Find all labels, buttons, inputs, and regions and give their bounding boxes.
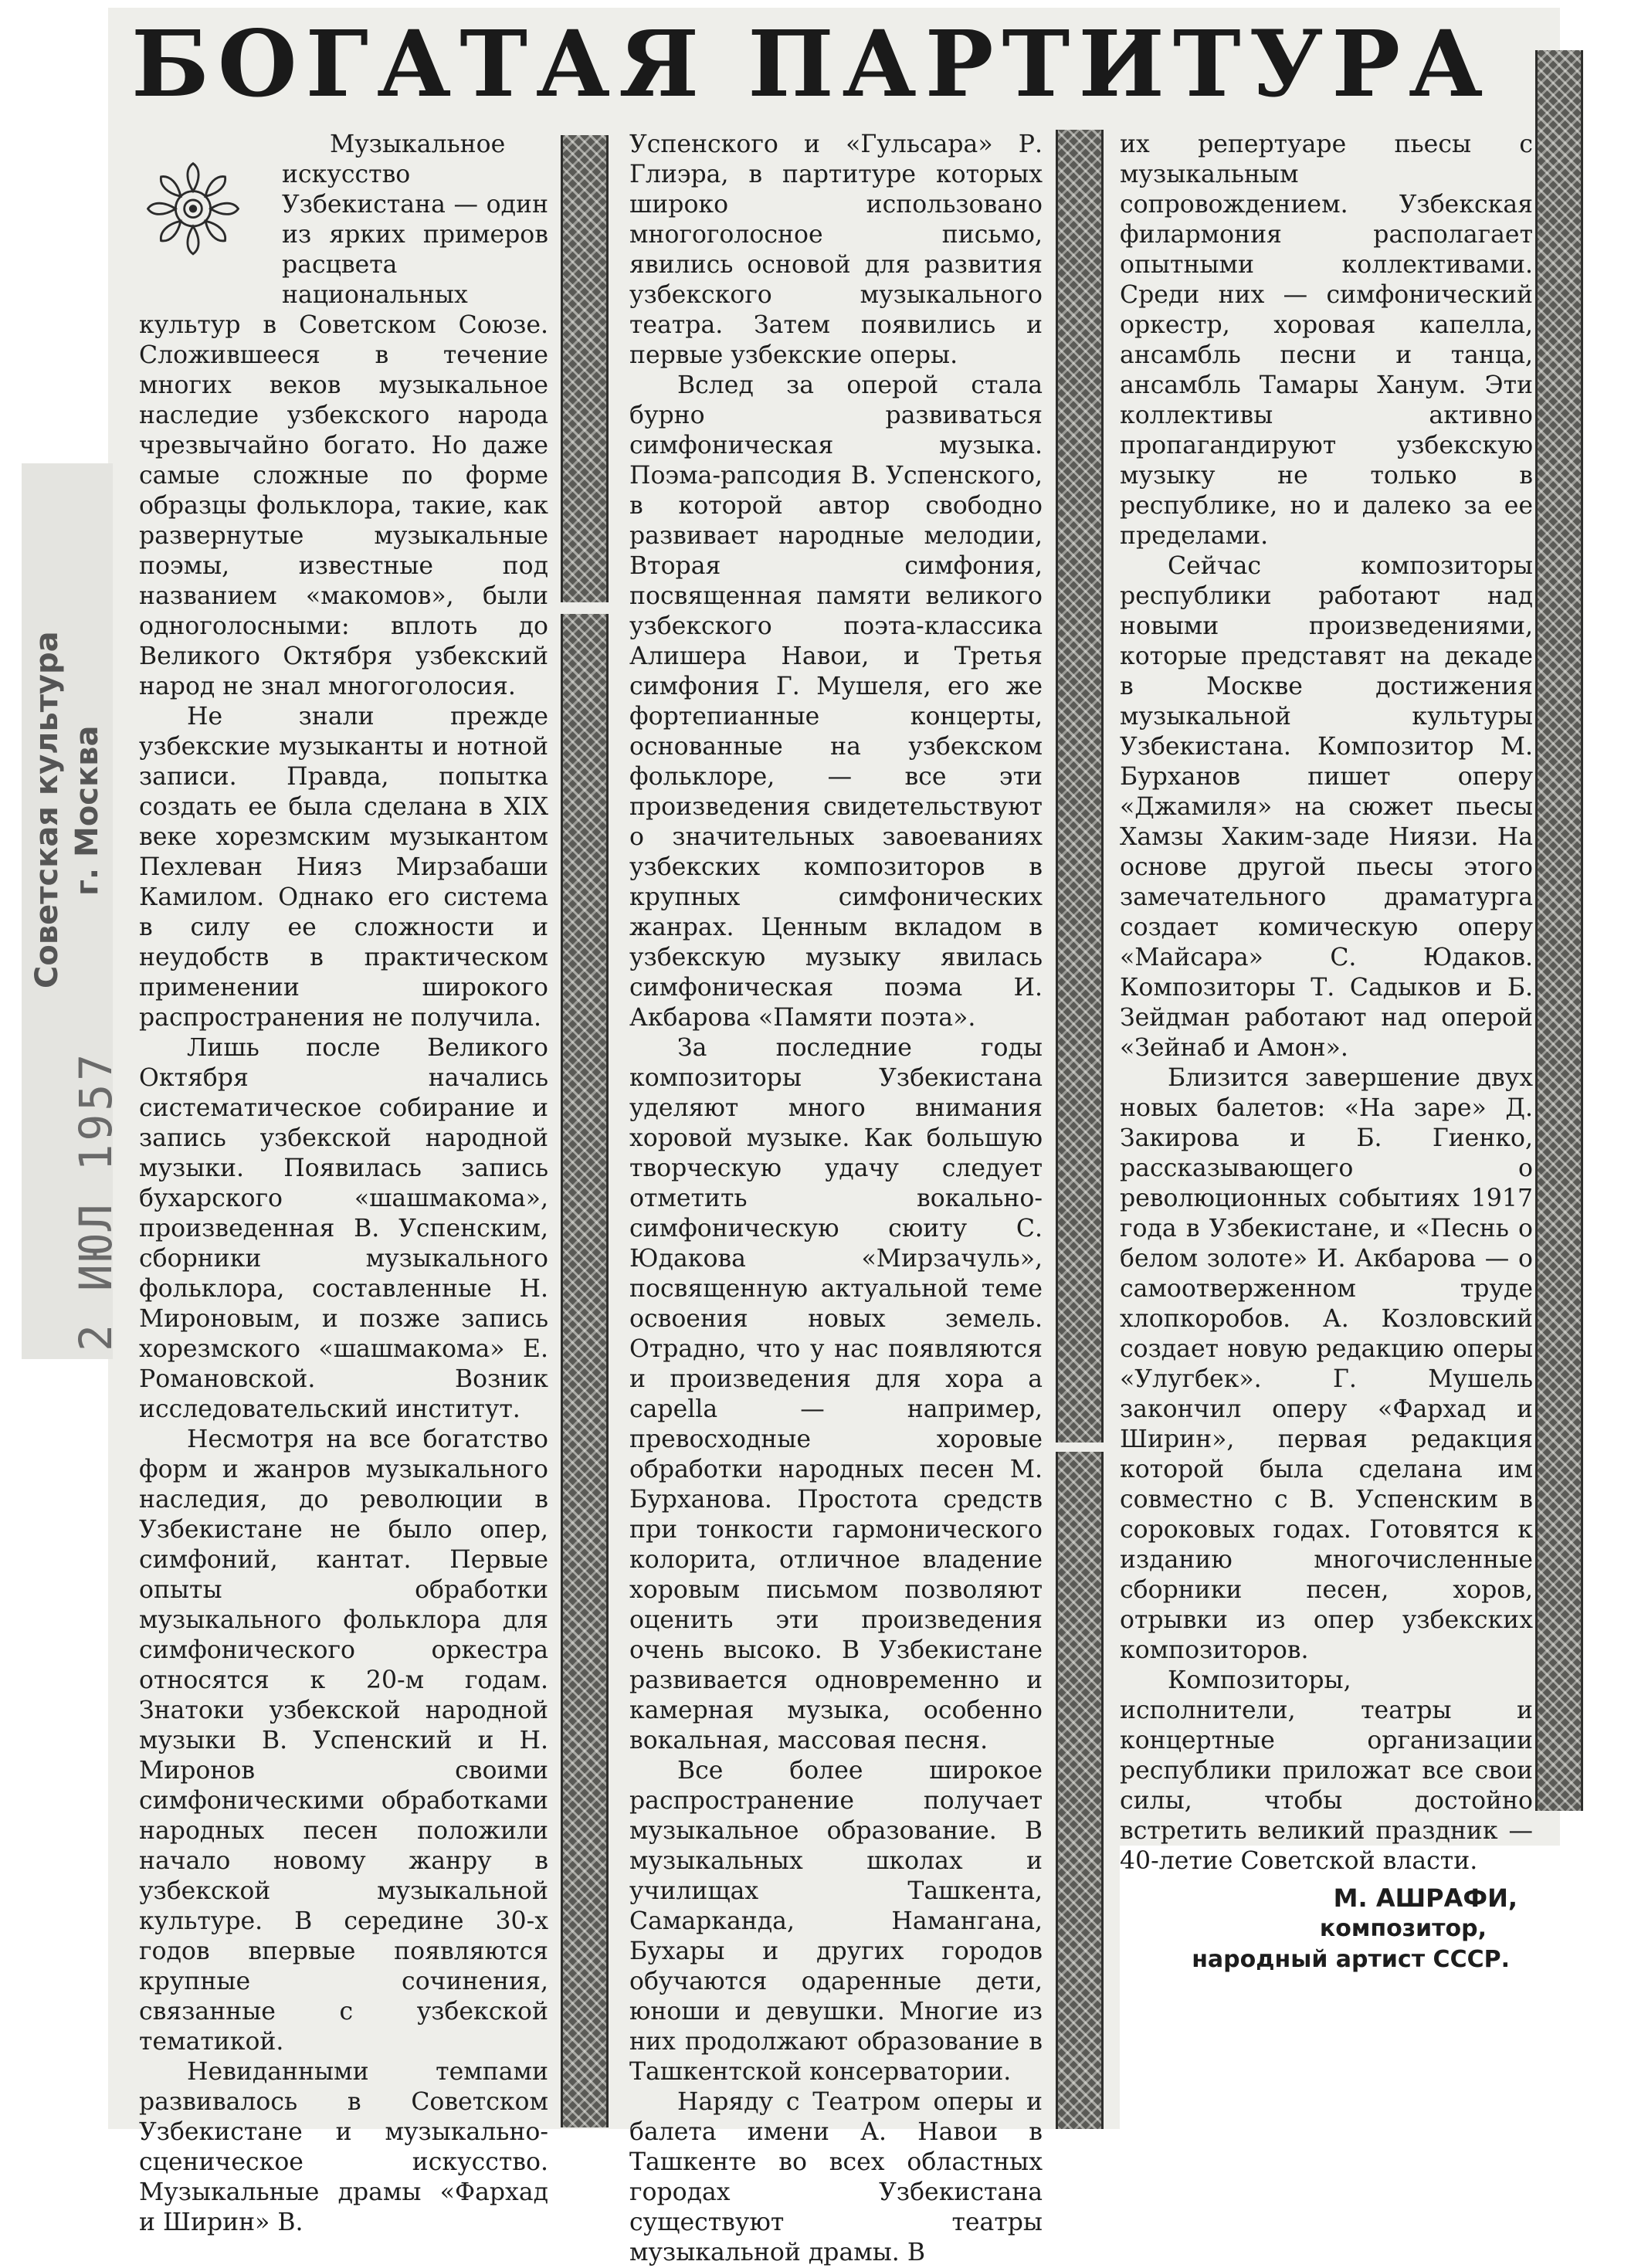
headline: БОГАТАЯ ПАРТИТУРА (131, 10, 1492, 117)
paragraph: Все более широкое распространение получает музыкальное образование. В музыкальных школах и училищах Ташкента, Самарканда, Намангана, Бухары и других городов обучаются одаренные дети, юноши и девушки. Многие из них продолжают образование в Ташкентской консерватории. (629, 1757, 1043, 2086)
paragraph: Не знали прежде узбекские музыканты и нотной записи. Правда, попытка создать ее была сделана в XIX веке хорезмским музыкантом Пехлеван Нияз Мирзабаши Камилом. Однако его система в силу ее сложности и неудобств в практическом применении широкого распространения не получила. (139, 703, 548, 1032)
paragraph: Вслед за оперой стала бурно развиваться симфоническая музыка. Поэма-рапсодия В. Успенского, в которой автор свободно развивает народные мелодии, Вторая симфония, посвященная памяти великого узбекского поэта-классика Алишера Навои, и Третья симфония Г. Мушеля, его же фортепианные концерты, основанные на узбекском фольклоре, — все эти произведения свидетельствуют о значительных завоеваниях узбекских композиторов в крупных симфонических жанрах. Ценным вкладом в узбекскую музыку явилась симфоническая поэма И. Акбарова «Памяти поэта». (629, 371, 1043, 1032)
ornamental-divider (1056, 1452, 1104, 2129)
article-column-3 (1120, 130, 1533, 1973)
article-column-1 (139, 130, 548, 2236)
paragraph: Невиданными темпами развивалось в Советском Узбекистане и музыкально-сценическое искусство. Музыкальные драмы «Фархад и Ширин» В. (139, 2058, 548, 2236)
paragraph: Лишь после Великого Октября начались систематическое собирание и запись узбекской народной музыки. Появилась запись бухарского «шашмакома», произведенная В. Успенским, сборники музыкального фольклора, составленные Н. Мироновым, и позже запись хорезмского «шашмакома» Е. Романовской. Возник исследовательский институт. (139, 1034, 548, 1423)
paragraph: Несмотря на все богатство форм и жанров музыкального наследия, до революции в Узбекистане не было опер, симфоний, кантат. Первые опыты обработки музыкального фольклора для симфонического оркестра относятся к 20-м годам. Знатоки узбекской народной музыки В. Успенский и Н. Миронов своими симфоническими обработками народных песен положили начало новому жанру в узбекской музыкальной культуре. В середине 30-х годов впервые появляются крупные сочинения, связанные с узбекской тематикой. (139, 1426, 548, 2056)
author-role: композитор, (1319, 1915, 1487, 1942)
date-stamp: 2 ИЮЛ 1957 (70, 1050, 122, 1351)
paragraph: Наряду с Театром оперы и балета имени А. Навои в Ташкенте во всех областных городах Узбекистана существуют театры музыкальной драмы. В (629, 2088, 1043, 2266)
author-name: М. АШРАФИ, (1333, 1883, 1517, 1913)
ornamental-divider (561, 614, 609, 2127)
paragraph: Успенского и «Гульсара» Р. Глиэра, в партитуре которых широко использовано многоголосное письмо, явились основой для развития узбекского музыкального театра. Затем появились и первые узбекские оперы. (629, 131, 1043, 369)
author-signature (1120, 1883, 1533, 1975)
paragraph: За последние годы композиторы Узбекистана уделяют много внимания хоровой музыке. Как большую творческую удачу следует отметить вокально-симфоническую сюиту С. Юдакова «Мирзачуль», посвященную актуальной теме освоения новых земель. Отрадно, что у нас появляются и произведения для хора a capella — например, превосходные хоровые обработки народных песен М. Бурханова. Простота средств при тонкости гармонического колорита, отличное владение хоровым письмом позволяют оценить эти произведения очень высоко. В Узбекистане развивается одновременно и камерная музыка, особенно вокальная, массовая песня. (629, 1034, 1043, 1754)
paragraph: Сейчас композиторы республики работают над новыми произведениями, которые представят на декаде в Москве достижения музыкальной культуры Узбекистана. Композитор М. Бурханов пишет оперу «Джамиля» на сюжет пьесы Хамзы Хаким-заде Ниязи. На основе другой пьесы этого замечательного драматурга создает комическую оперу «Майсара» С. Юдаков. Композиторы Т. Садыков и Б. Зейдман работают над оперой «Зейнаб и Амон». (1120, 552, 1533, 1062)
paragraph: Композиторы, исполнители, театры и концертные организации республики приложат все свои силы, чтобы достойно встретить великий праздник — 40-летие Советской власти. (1120, 1666, 1533, 1875)
source-stamp-city: г. Москва (70, 725, 105, 896)
article-column-2 (629, 130, 1043, 2266)
paragraph: Близится завершение двух новых балетов: «На заре» Д. Закирова и Б. Гиенко, рассказывающего о революционных событиях 1917 года в Узбекистане, и «Песнь о белом золоте» И. Акбарова — о самоотверженном труде хлопкоробов. А. Козловский создает новую редакцию оперы «Улугбек». Г. Мушель закончил оперу «Фархад и Ширин», первая редакция которой была сделана им совместно с В. Успенским в сороковых годах. Готовятся к изданию многочисленные сборники песен, хоров, отрывки из опер узбекских композиторов. (1120, 1064, 1533, 1664)
ornamental-divider (561, 135, 609, 602)
author-title: народный артист СССР. (1192, 1946, 1510, 1973)
paragraph: их репертуаре пьесы с музыкальным сопровождением. Узбекская филармония располагает опытными коллективами. Среди них — симфонический оркестр, хоровая капелла, ансамбль песни и танца, ансамбль Тамары Ханум. Эти коллективы активно пропагандируют узбекскую музыку не только в республике, но и далеко за ее пределами. (1120, 131, 1533, 550)
ornamental-divider (1056, 130, 1104, 1443)
ornamental-divider (1535, 50, 1583, 1811)
paragraph: Музыкальное искусство Узбекистана — один из ярких примеров расцвета национальных культур в Советском Союзе. Сложившееся в течение многих веков музыкальное наследие узбекского народа чрезвычайно богато. Но даже самые сложные по форме образцы фольклора, такие, как развернутые музыкальные поэмы, известные под названием «макомов», были одноголосными: вплоть до Великого Октября узбекский народ не знал многоголосия. (139, 131, 548, 700)
source-stamp-newspaper: Советская культура (29, 631, 65, 988)
